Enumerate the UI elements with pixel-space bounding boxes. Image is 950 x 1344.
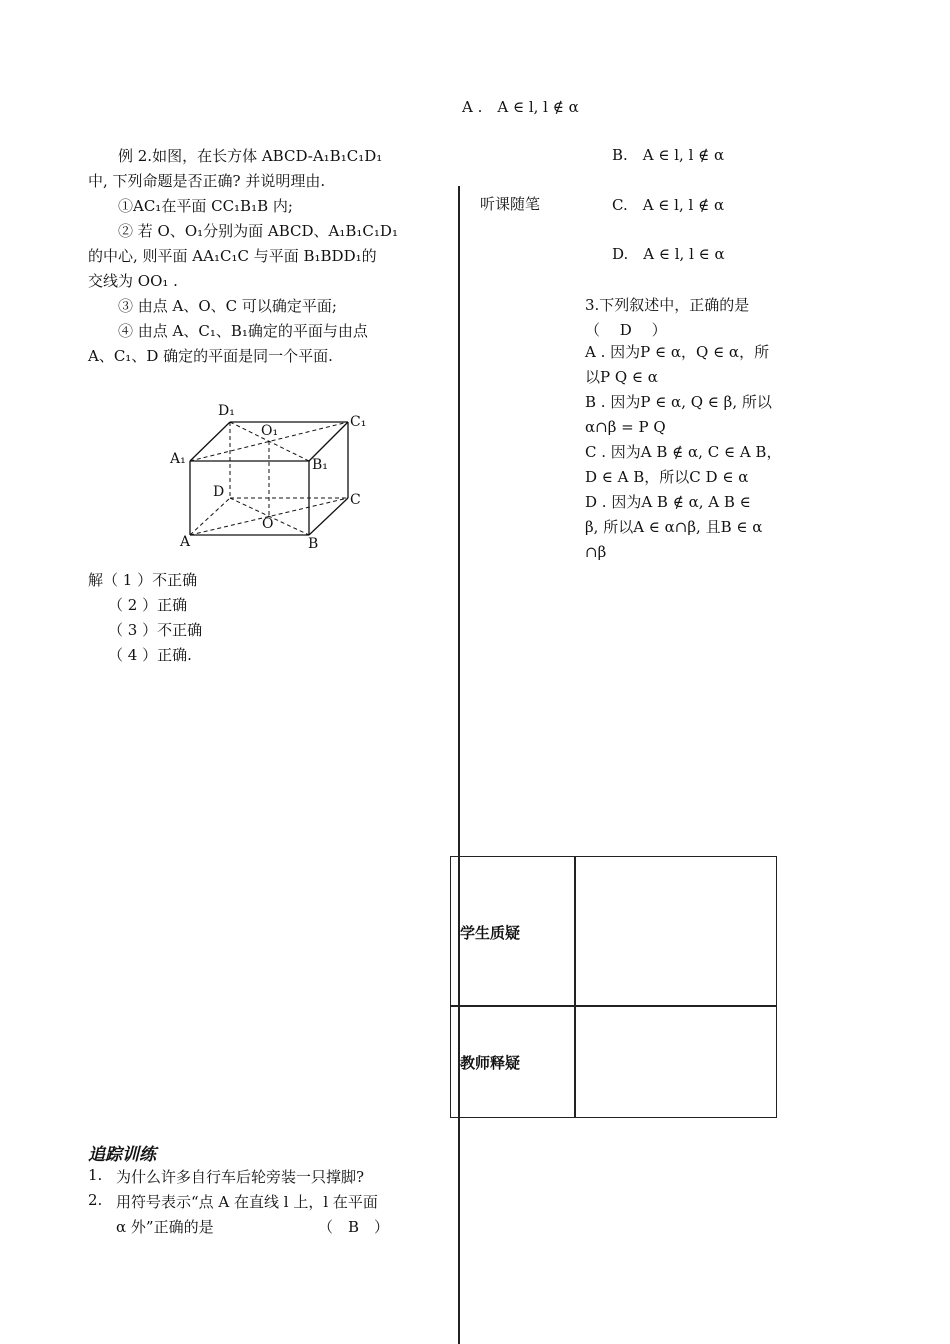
- q3-line: β, 所以A ∈ α∩β, 且B ∈ α: [585, 518, 763, 536]
- question-answer: （ B ）: [318, 1218, 390, 1236]
- label-O1: O₁: [261, 423, 279, 439]
- question-text: 用符号表示“点 A 在直线 l 上，l 在平面: [116, 1193, 378, 1211]
- teacher-answer-label: 教师释疑: [460, 1054, 521, 1072]
- column-divider: [458, 186, 460, 1344]
- question-text: 为什么许多自行车后轮旁装一只撑脚?: [116, 1168, 365, 1186]
- option-d: D. A ∈ l, l ∈ α: [612, 245, 725, 263]
- q3-line: A . 因为P ∈ α，Q ∈ α，所: [585, 343, 770, 361]
- example2-line: A、C₁、D 确定的平面是同一个平面.: [88, 347, 333, 365]
- edge-B1C1: [309, 422, 348, 461]
- label-O: O: [262, 516, 274, 532]
- solution-line: 解（ 1 ）不正确: [88, 571, 198, 589]
- student-input-cell[interactable]: [574, 856, 777, 1007]
- example2-line: ③ 由点 A、O、C 可以确定平面;: [88, 297, 337, 315]
- q3-line: D ∈ A B，所以C D ∈ α: [585, 468, 749, 486]
- tracking-heading: 追踪训练: [88, 1145, 156, 1165]
- label-B1: B₁: [312, 457, 328, 473]
- option-a: A . A ∈ l, l ∉ α: [462, 98, 579, 116]
- solution-line: （ 4 ）正确.: [108, 646, 192, 664]
- label-C1: C₁: [350, 414, 367, 430]
- example2-line: 的中心, 则平面 AA₁C₁C 与平面 B₁BDD₁的: [88, 247, 377, 265]
- q3-line: α∩β = P Q: [585, 418, 666, 436]
- q3-line: ∩β: [585, 543, 607, 561]
- q3-line: （ D ）: [585, 321, 667, 339]
- q3-line: 3.下列叙述中，正确的是: [585, 296, 750, 314]
- example2-line: ② 若 O、O₁分别为面 ABCD、A₁B₁C₁D₁: [88, 222, 398, 240]
- option-b: B. A ∈ l, l ∉ α: [612, 146, 725, 164]
- edge-A1D1: [190, 422, 230, 461]
- solution-line: （ 2 ）正确: [108, 596, 188, 614]
- cuboid-figure: [160, 395, 380, 560]
- teacher-input-cell[interactable]: [574, 1005, 777, 1118]
- edge-BC: [309, 498, 348, 535]
- question-number: 1.: [88, 1166, 103, 1184]
- question-text: α 外”正确的是: [116, 1218, 214, 1236]
- q3-line: 以P Q ∈ α: [585, 368, 658, 386]
- label-D1: D₁: [218, 403, 235, 419]
- example2-line: ①AC₁在平面 CC₁B₁B 内;: [88, 197, 293, 215]
- example2-line: 例 2.如图，在长方体 ABCD-A₁B₁C₁D₁: [88, 147, 383, 165]
- q3-line: B . 因为P ∈ α, Q ∈ β, 所以: [585, 393, 772, 411]
- example2-line: ④ 由点 A、C₁、B₁确定的平面与由点: [88, 322, 368, 340]
- q3-line: D . 因为A B ∉ α, A B ∈: [585, 493, 751, 511]
- notes-label: 听课随笔: [480, 195, 541, 213]
- q3-line: C . 因为A B ∉ α, C ∈ A B，: [585, 443, 782, 461]
- solution-line: （ 3 ）不正确: [108, 621, 203, 639]
- label-D: D: [213, 484, 225, 500]
- example2-line: 中, 下列命题是否正确? 并说明理由.: [88, 172, 326, 190]
- label-A: A: [180, 534, 191, 550]
- label-C: C: [350, 492, 361, 508]
- question-number: 2.: [88, 1191, 103, 1209]
- label-A1: A₁: [170, 451, 186, 467]
- student-question-label: 学生质疑: [460, 924, 521, 942]
- label-B: B: [308, 536, 319, 552]
- example2-line: 交线为 OO₁ .: [88, 272, 178, 290]
- edge-AD: [190, 498, 230, 535]
- option-c: C. A ∈ l, l ∉ α: [612, 196, 725, 214]
